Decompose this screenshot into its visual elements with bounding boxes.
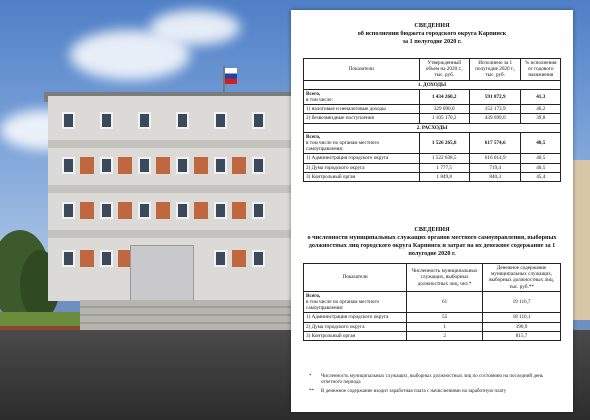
cell-percent: 46,2 <box>521 105 561 114</box>
cell-label: 2) Дума городского округа <box>304 163 420 172</box>
brick-panel <box>80 250 94 267</box>
floor-band <box>48 230 298 238</box>
brick-panel <box>194 202 208 219</box>
section-expenses: 2. РАСХОДЫ <box>304 123 561 132</box>
cell-cost: 19 116,7 <box>483 291 561 313</box>
building-window <box>138 157 151 174</box>
header-count: Численность муниципальных служащих, выборных должностных лиц, чел.* <box>407 264 483 292</box>
cell-count: 55 <box>407 313 483 322</box>
employees-heading <box>303 226 561 258</box>
building-window <box>62 202 75 219</box>
footnote <box>309 389 559 395</box>
table-row <box>304 172 561 181</box>
total-sublabel: в том числе по органам местного самоуправления: <box>306 140 380 153</box>
building-window <box>214 157 227 174</box>
building-window <box>252 112 265 129</box>
brick-panel <box>232 202 246 219</box>
employees-table-header <box>304 264 561 292</box>
total-label: Всего, <box>306 90 321 97</box>
cell-cost: 18 110,1 <box>483 313 561 322</box>
cell-count: 61 <box>407 291 483 313</box>
table-row <box>304 313 561 322</box>
footnote-text: В денежное содержание входит заработная плата с начислениями на заработную плату <box>321 389 507 395</box>
building-window <box>214 250 227 267</box>
cell-executed: 591 872,9 <box>469 89 521 104</box>
brick-panel <box>118 157 132 174</box>
building-window <box>100 250 113 267</box>
brick-panel <box>80 202 94 219</box>
employees-title: СВЕДЕНИЯ <box>414 226 450 233</box>
building-window <box>62 112 75 129</box>
header-planned: Утвержденный объем на 2020 г., тыс. руб. <box>419 59 469 81</box>
report-period: за 1 полугодие 2020 г. <box>402 38 462 45</box>
section-income: 1. ДОХОДЫ <box>304 80 561 89</box>
floor-band <box>48 140 298 148</box>
cell-planned: 329 090,0 <box>419 105 469 114</box>
building-window <box>252 157 265 174</box>
brick-panel <box>232 250 246 267</box>
cell-percent: 41,3 <box>521 89 561 104</box>
cell-label: 2) безвозмездные поступления <box>304 114 420 123</box>
budget-report-document <box>291 10 573 412</box>
budget-table-header <box>304 59 561 81</box>
table-row <box>304 322 561 331</box>
cell-percent: 40,5 <box>521 132 561 154</box>
total-label: Всего, <box>306 133 321 140</box>
cell-label: 1) Администрация городского округа <box>304 154 420 163</box>
building-window <box>100 202 113 219</box>
building-window <box>214 112 227 129</box>
cell-count: 1 <box>407 322 483 331</box>
cell-executed: 719,4 <box>469 163 521 172</box>
cell-executed: 152 173,9 <box>469 105 521 114</box>
footnote <box>309 374 559 386</box>
cell-executed: 617 574,6 <box>469 132 521 154</box>
employees-table <box>303 263 561 341</box>
total-label-cell <box>304 89 420 104</box>
building-window <box>62 157 75 174</box>
total-sublabel: в том числе по органам местного самоуправления: <box>306 299 380 312</box>
budget-table <box>303 58 561 182</box>
brick-panel <box>118 202 132 219</box>
table-row <box>304 291 561 313</box>
brick-panel <box>232 157 246 174</box>
building-window <box>62 250 75 267</box>
building-window <box>252 250 265 267</box>
table-row <box>304 154 561 163</box>
total-sublabel: в том числе: <box>306 97 334 104</box>
cell-planned: 1 777,5 <box>419 163 469 172</box>
section-row <box>304 123 561 132</box>
building-window <box>138 202 151 219</box>
building-window <box>176 202 189 219</box>
footnote-text: Численность муниципальных служащих, выборных должностных лиц по состоянию на последний день отчетного периода <box>321 374 544 386</box>
cell-planned: 1 849,8 <box>419 172 469 181</box>
table-row <box>304 89 561 104</box>
total-label-cell <box>304 291 407 313</box>
cell-executed: 439 699,0 <box>469 114 521 123</box>
cell-label: 2) Дума городского округа <box>304 322 407 331</box>
cell-planned: 1 105 170,2 <box>419 114 469 123</box>
table-row <box>304 114 561 123</box>
table-row <box>304 105 561 114</box>
building-window <box>252 202 265 219</box>
building-window <box>138 112 151 129</box>
cell-label: 1) Администрация городского округа <box>304 313 407 322</box>
report-subtitle: об исполнении бюджета городского округа Карпинск <box>357 30 507 37</box>
total-label: Всего, <box>306 292 321 299</box>
cell-planned: 1 522 638,5 <box>419 154 469 163</box>
building-window <box>100 157 113 174</box>
cell-cost: 815,7 <box>483 331 561 340</box>
cell-planned: 1 434 260,2 <box>419 89 469 104</box>
building-window <box>176 157 189 174</box>
header-indicator: Показатели <box>304 264 407 292</box>
cell-label: 3) Контрольный орган <box>304 331 407 340</box>
cell-executed: 616 014,9 <box>469 154 521 163</box>
building-entrance <box>130 245 194 303</box>
cloud <box>150 10 240 45</box>
table-row <box>304 163 561 172</box>
brick-panel <box>156 202 170 219</box>
cell-percent: 39,8 <box>521 114 561 123</box>
header-cost: Денежное содержание муниципальных служащих, выборных должностных лиц, тыс. руб.** <box>483 264 561 292</box>
cell-label: 3) Контрольный орган <box>304 172 420 181</box>
header-percent: % исполнения от годового назначения <box>521 59 561 81</box>
footnotes <box>309 374 559 399</box>
footnote-mark: * <box>309 374 312 379</box>
cell-percent: 40,5 <box>521 163 561 172</box>
cell-percent: 45,4 <box>521 172 561 181</box>
cell-cost: 190,9 <box>483 322 561 331</box>
neighbor-building <box>572 160 590 320</box>
cell-planned: 1 526 265,8 <box>419 132 469 154</box>
report-title: СВЕДЕНИЯ <box>414 22 450 29</box>
building-window <box>100 112 113 129</box>
building-window <box>176 112 189 129</box>
table-row <box>304 331 561 340</box>
footnote-mark: ** <box>309 389 314 395</box>
floor-band <box>48 185 298 193</box>
section-row <box>304 80 561 89</box>
header-executed: Исполнено за 1 полугодие 2020 г., тыс. руб. <box>469 59 521 81</box>
cell-count: 2 <box>407 331 483 340</box>
cell-executed: 840,3 <box>469 172 521 181</box>
building-window <box>214 202 227 219</box>
brick-panel <box>156 157 170 174</box>
cell-label: 1) налоговые и неналоговые доходы <box>304 105 420 114</box>
employees-subtitle: о численности муниципальных служащих органов местного самоуправления, выборных должностных лиц городского округа Карпинск и затрат на их денежное содержание за 1 полугодие 2020 г. <box>307 234 557 257</box>
russian-flag <box>225 68 237 84</box>
table-row <box>304 132 561 154</box>
brick-panel <box>194 157 208 174</box>
cell-percent: 40,5 <box>521 154 561 163</box>
header-indicator: Показатели <box>304 59 420 81</box>
total-label-cell <box>304 132 420 154</box>
brick-panel <box>80 157 94 174</box>
